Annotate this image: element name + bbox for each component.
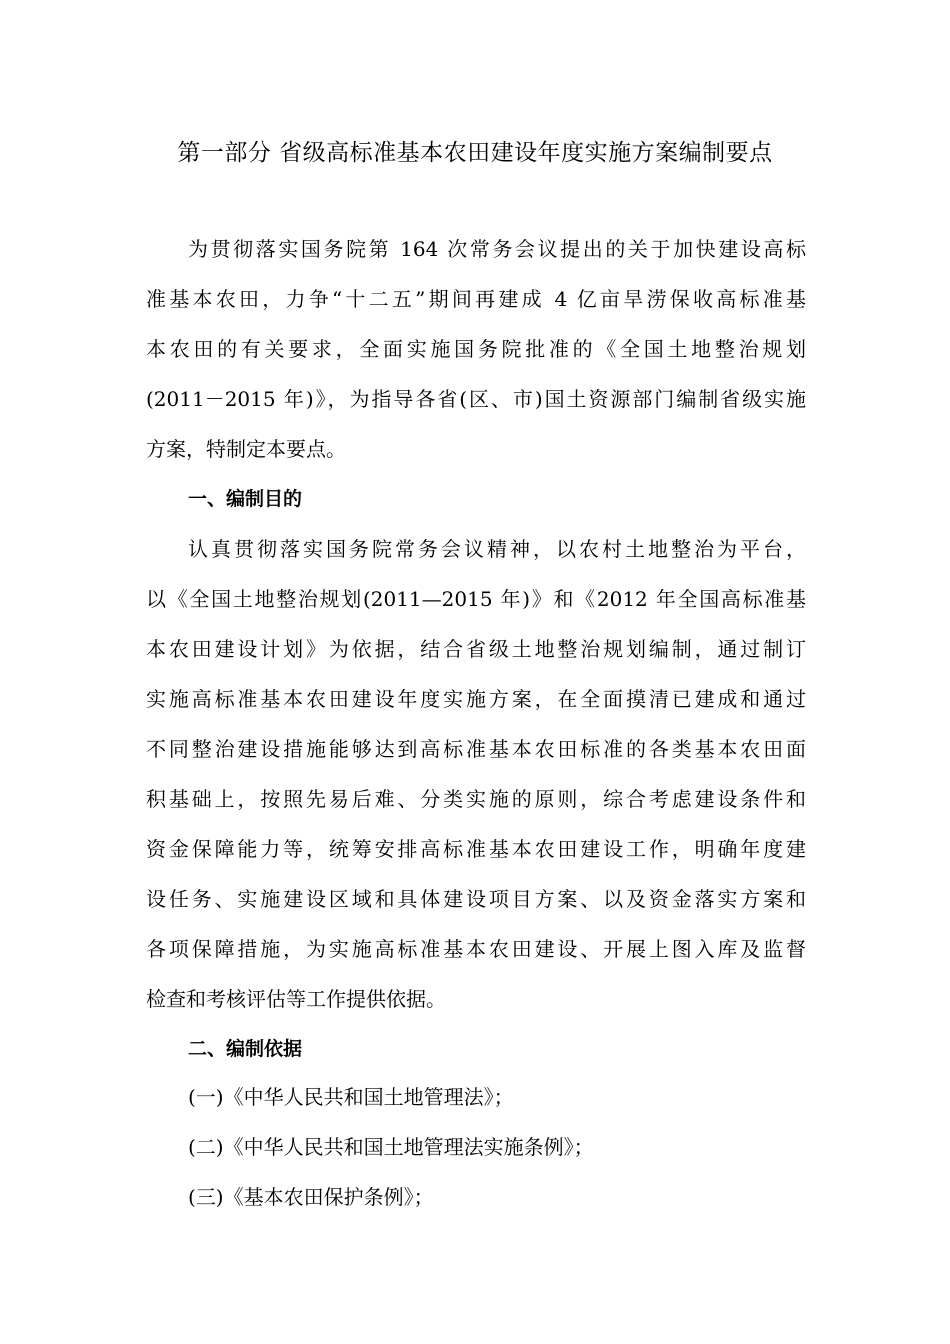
section1-line: 设任务、实施建设区域和具体建设项目方案、以及资金落实方案和 <box>146 887 806 911</box>
section1-line: 检查和考核评估等工作提供依据。 <box>146 987 446 1011</box>
section1-line: 本农田建设计划》为依据，结合省级土地整治规划编制，通过制订 <box>146 637 806 661</box>
basis-list-item: (三)《基本农田保护条例》； <box>188 1185 434 1209</box>
basis-list-item: (二)《中华人民共和国土地管理法实施条例》； <box>188 1135 594 1159</box>
basis-list-item: (一)《中华人民共和国土地管理法》； <box>188 1085 514 1109</box>
section1-line: 各项保障措施，为实施高标准基本农田建设、开展上图入库及监督 <box>146 937 806 961</box>
section1-line: 以《全国土地整治规划(2011—2015 年)》和《2012 年全国高标准基 <box>146 587 806 611</box>
section1-line: 不同整治建设措施能够达到高标准基本农田标准的各类基本农田面 <box>146 737 806 761</box>
section1-line: 实施高标准基本农田建设年度实施方案，在全面摸清已建成和通过 <box>146 687 806 711</box>
intro-line: (2011－2015 年)》，为指导各省(区、市)国土资源部门编制省级实施 <box>146 387 806 411</box>
section1-line: 资金保障能力等，统筹安排高标准基本农田建设工作，明确年度建 <box>146 837 806 861</box>
intro-line: 准基本农田，力争“十二五”期间再建成 4 亿亩旱涝保收高标准基 <box>146 287 806 311</box>
section-heading-basis: 二、编制依据 <box>188 1038 303 1060</box>
section1-line: 积基础上，按照先易后难、分类实施的原则，综合考虑建设条件和 <box>146 787 806 811</box>
intro-line: 方案，特制定本要点。 <box>146 437 346 461</box>
section1-line: 认真贯彻落实国务院常务会议精神，以农村土地整治为平台， <box>188 537 806 561</box>
section-heading-purpose: 一、编制目的 <box>188 488 303 510</box>
intro-line: 本农田的有关要求，全面实施国务院批准的《全国土地整治规划 <box>146 337 806 361</box>
intro-line: 为贯彻落实国务院第 164 次常务会议提出的关于加快建设高标 <box>188 237 806 261</box>
document-title: 第一部分 省级高标准基本农田建设年度实施方案编制要点 <box>177 140 773 166</box>
